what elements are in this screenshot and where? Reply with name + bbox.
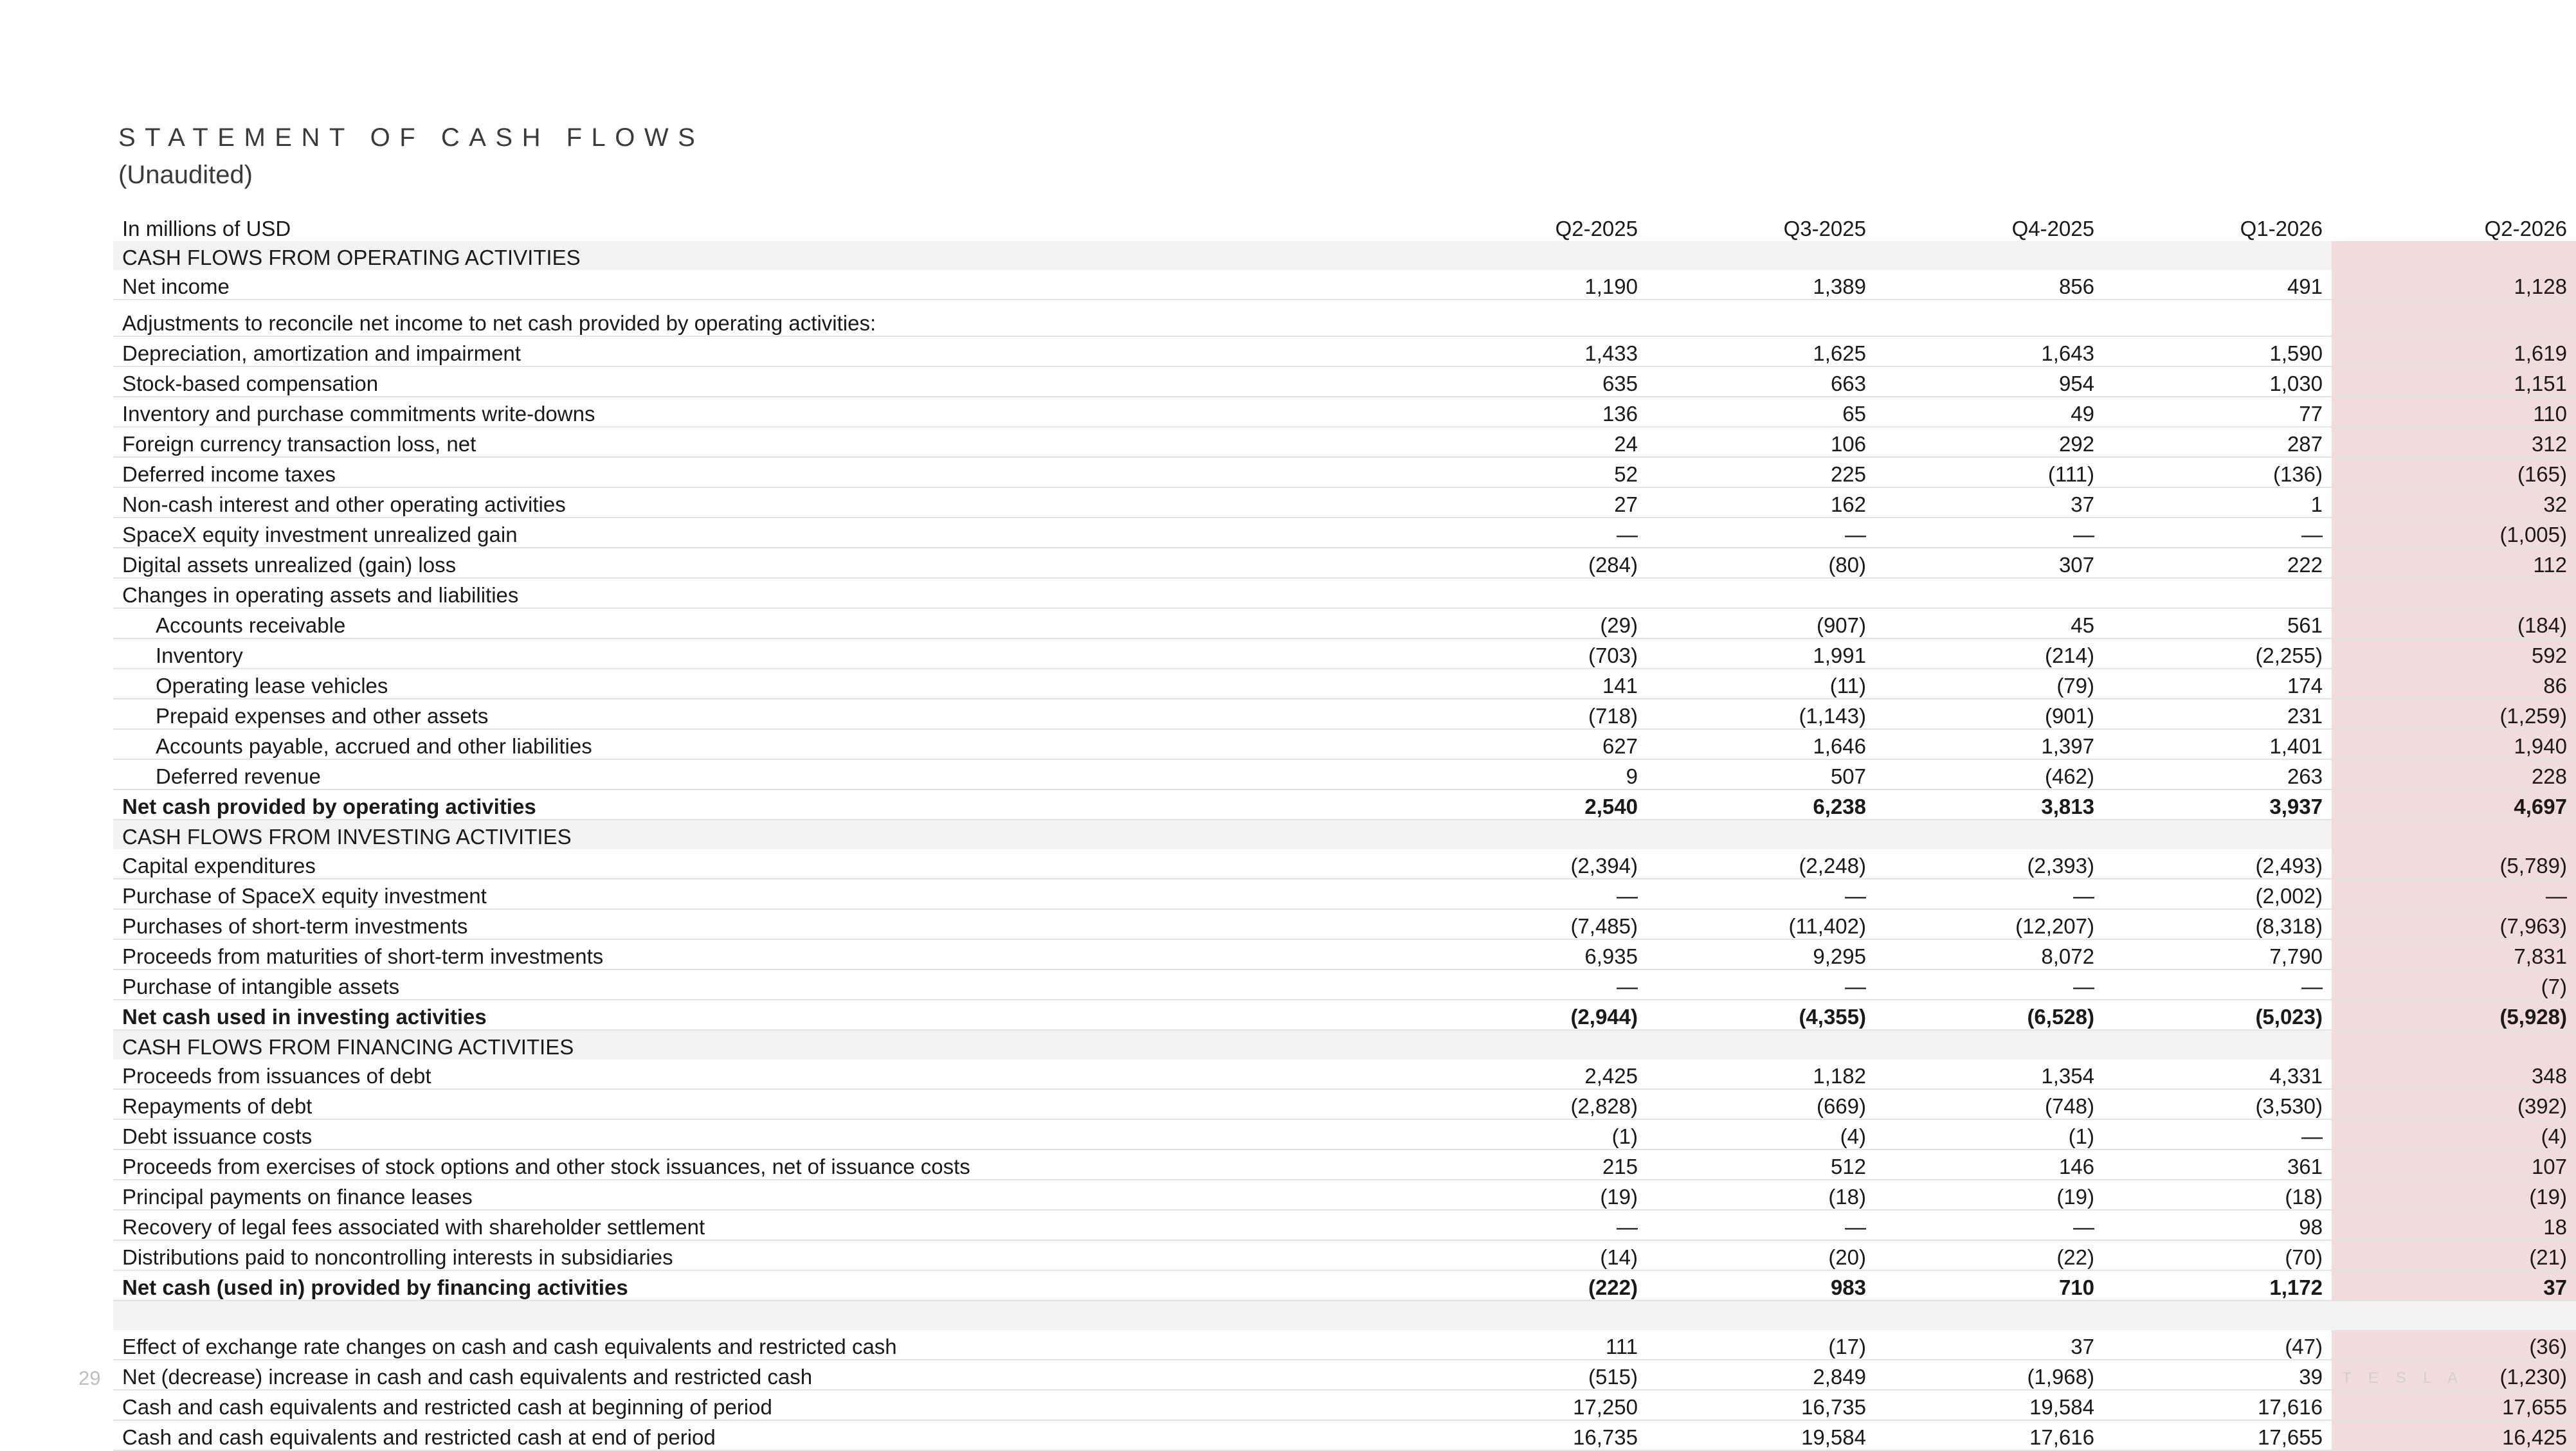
row-value-q4-2025: 17,616 <box>1875 1420 2103 1450</box>
row-value-q3-2025: 1,389 <box>1647 270 1875 300</box>
row-value-q3-2025: (2,248) <box>1647 849 1875 879</box>
row-value-q2-2026: (184) <box>2332 608 2576 638</box>
row-value-q2-2026: 592 <box>2332 638 2576 669</box>
table-row <box>113 669 2576 699</box>
row-label: Purchase of intangible assets <box>113 969 1419 1000</box>
row-value-q1-2026: (136) <box>2103 457 2332 487</box>
table-row <box>113 849 2576 879</box>
row-value-q3-2025: 225 <box>1647 457 1875 487</box>
row-value-q2-2025: 17,250 <box>1419 1390 1647 1420</box>
row-value-q4-2025: (111) <box>1875 457 2103 487</box>
table-row <box>113 1089 2576 1119</box>
row-value-q2-2026: 228 <box>2332 759 2576 789</box>
row-value-q3-2025: (17) <box>1647 1330 1875 1360</box>
row-value-q2-2025: 9 <box>1419 759 1647 789</box>
row-value-q1-2026: 263 <box>2103 759 2332 789</box>
row-value-q2-2026: 110 <box>2332 397 2576 427</box>
row-value-q2-2025: 24 <box>1419 427 1647 457</box>
row-value-q4-2025: (12,207) <box>1875 909 2103 939</box>
row-value-q3-2025: 1,991 <box>1647 638 1875 669</box>
row-label: Recovery of legal fees associated with shareholder settlement <box>113 1210 1419 1240</box>
row-value-q2-2025: (29) <box>1419 608 1647 638</box>
row-value-q3-2025 <box>1647 1301 1875 1330</box>
row-value-q3-2025: — <box>1647 518 1875 548</box>
row-value-q2-2026: (36) <box>2332 1330 2576 1360</box>
table-row <box>113 1240 2576 1270</box>
period-header: Q2-2025 <box>1555 217 1638 240</box>
row-label: Inventory <box>113 638 1419 669</box>
table-row <box>113 1149 2576 1180</box>
row-label <box>113 1301 1419 1330</box>
row-value-q2-2026: 1,940 <box>2332 729 2576 759</box>
row-value-q2-2025: 2,540 <box>1419 789 1647 820</box>
row-value-q1-2026: — <box>2103 518 2332 548</box>
row-value-q2-2026: 16,425 <box>2332 1420 2576 1450</box>
row-value-q4-2025: (1,968) <box>1875 1360 2103 1390</box>
table-row <box>113 518 2576 548</box>
row-value-q1-2026: 174 <box>2103 669 2332 699</box>
row-value-q4-2025: (6,528) <box>1875 1000 2103 1030</box>
row-value-q1-2026: (8,318) <box>2103 909 2332 939</box>
row-value-q2-2025 <box>1419 578 1647 608</box>
row-value-q3-2025: (4) <box>1647 1119 1875 1149</box>
row-value-q1-2026: 222 <box>2103 548 2332 578</box>
row-value-q4-2025 <box>1875 241 2103 270</box>
table-row <box>113 729 2576 759</box>
row-value-q2-2026: (1,005) <box>2332 518 2576 548</box>
row-value-q3-2025 <box>1647 1030 1875 1059</box>
row-value-q2-2025: (2,394) <box>1419 849 1647 879</box>
row-value-q2-2025: 27 <box>1419 487 1647 518</box>
table-row <box>113 939 2576 969</box>
row-value-q2-2026: (165) <box>2332 457 2576 487</box>
row-value-q1-2026: 361 <box>2103 1149 2332 1180</box>
row-label: Non-cash interest and other operating activities <box>113 487 1419 518</box>
row-value-q2-2025: (19) <box>1419 1180 1647 1210</box>
page-number: 29 <box>78 1367 101 1389</box>
row-value-q1-2026: 17,616 <box>2103 1390 2332 1420</box>
row-value-q3-2025: (18) <box>1647 1180 1875 1210</box>
row-value-q4-2025: (1) <box>1875 1119 2103 1149</box>
row-value-q1-2026: (3,530) <box>2103 1089 2332 1119</box>
row-value-q2-2026: (1,230) <box>2332 1360 2576 1390</box>
row-value-q4-2025 <box>1875 1030 2103 1059</box>
table-body <box>113 241 2576 1450</box>
row-value-q2-2025: (515) <box>1419 1360 1647 1390</box>
row-value-q3-2025: (20) <box>1647 1240 1875 1270</box>
row-value-q2-2026: 112 <box>2332 548 2576 578</box>
row-value-q2-2025: 2,425 <box>1419 1059 1647 1089</box>
row-value-q4-2025 <box>1875 1301 2103 1330</box>
row-value-q3-2025: 2,849 <box>1647 1360 1875 1390</box>
row-value-q3-2025: 65 <box>1647 397 1875 427</box>
row-value-q2-2025: — <box>1419 1210 1647 1240</box>
row-value-q4-2025: 19,584 <box>1875 1390 2103 1420</box>
row-value-q2-2025 <box>1419 820 1647 849</box>
row-value-q1-2026 <box>2103 241 2332 270</box>
row-value-q1-2026: (2,493) <box>2103 849 2332 879</box>
row-value-q2-2025: 16,735 <box>1419 1420 1647 1450</box>
row-value-q1-2026: 77 <box>2103 397 2332 427</box>
row-value-q4-2025: 292 <box>1875 427 2103 457</box>
row-value-q2-2025: 1,190 <box>1419 270 1647 300</box>
page-subtitle: (Unaudited) <box>118 161 253 189</box>
row-value-q2-2026: 37 <box>2332 1270 2576 1301</box>
row-value-q4-2025: (214) <box>1875 638 2103 669</box>
row-value-q3-2025: — <box>1647 879 1875 909</box>
row-value-q3-2025: 512 <box>1647 1149 1875 1180</box>
header-row <box>113 212 2576 241</box>
row-value-q4-2025: 954 <box>1875 366 2103 397</box>
row-value-q3-2025: 16,735 <box>1647 1390 1875 1420</box>
row-value-q2-2025: — <box>1419 518 1647 548</box>
row-value-q3-2025: (1,143) <box>1647 699 1875 729</box>
row-value-q4-2025: (19) <box>1875 1180 2103 1210</box>
row-value-q2-2026: (5,789) <box>2332 849 2576 879</box>
row-value-q2-2026: 348 <box>2332 1059 2576 1089</box>
row-label: Net cash used in investing activities <box>113 1000 1419 1030</box>
row-label: Digital assets unrealized (gain) loss <box>113 548 1419 578</box>
row-value-q4-2025 <box>1875 820 2103 849</box>
row-value-q2-2026: 1,151 <box>2332 366 2576 397</box>
row-value-q1-2026: 1,401 <box>2103 729 2332 759</box>
table-row <box>113 457 2576 487</box>
row-value-q4-2025: 1,397 <box>1875 729 2103 759</box>
row-value-q2-2025 <box>1419 1030 1647 1059</box>
row-value-q1-2026: — <box>2103 1119 2332 1149</box>
row-value-q2-2025: — <box>1419 969 1647 1000</box>
table-row <box>113 969 2576 1000</box>
table-row <box>113 909 2576 939</box>
row-value-q4-2025: 8,072 <box>1875 939 2103 969</box>
row-value-q1-2026: 98 <box>2103 1210 2332 1240</box>
row-value-q3-2025 <box>1647 578 1875 608</box>
row-value-q2-2025: 1,433 <box>1419 336 1647 366</box>
row-value-q1-2026: 231 <box>2103 699 2332 729</box>
row-value-q2-2026 <box>2332 578 2576 608</box>
row-label: Accounts receivable <box>113 608 1419 638</box>
row-label: CASH FLOWS FROM OPERATING ACTIVITIES <box>113 241 1419 270</box>
section-header-row <box>113 820 2576 849</box>
row-value-q1-2026 <box>2103 578 2332 608</box>
table-row <box>113 366 2576 397</box>
row-label: Effect of exchange rate changes on cash and cash equivalents and restricted cash <box>113 1330 1419 1360</box>
row-value-q1-2026: 287 <box>2103 427 2332 457</box>
row-value-q4-2025: (2,393) <box>1875 849 2103 879</box>
table-row <box>113 1420 2576 1450</box>
row-label: CASH FLOWS FROM INVESTING ACTIVITIES <box>113 820 1419 849</box>
table-row <box>113 1119 2576 1149</box>
table-row <box>113 638 2576 669</box>
row-value-q3-2025: 19,584 <box>1647 1420 1875 1450</box>
table-row <box>113 759 2576 789</box>
row-label: Principal payments on finance leases <box>113 1180 1419 1210</box>
row-label: Purchase of SpaceX equity investment <box>113 879 1419 909</box>
row-value-q2-2026: (21) <box>2332 1240 2576 1270</box>
row-label: Deferred revenue <box>113 759 1419 789</box>
row-value-q1-2026: (5,023) <box>2103 1000 2332 1030</box>
row-label: Operating lease vehicles <box>113 669 1419 699</box>
row-value-q2-2026: (5,928) <box>2332 1000 2576 1030</box>
row-value-q3-2025 <box>1647 300 1875 336</box>
row-value-q1-2026: 1,030 <box>2103 366 2332 397</box>
row-value-q2-2026: 312 <box>2332 427 2576 457</box>
row-value-q2-2025: (14) <box>1419 1240 1647 1270</box>
row-value-q4-2025: (462) <box>1875 759 2103 789</box>
row-value-q2-2025: 52 <box>1419 457 1647 487</box>
section-header-row <box>113 1030 2576 1059</box>
row-value-q1-2026 <box>2103 820 2332 849</box>
row-label: Net cash provided by operating activities <box>113 789 1419 820</box>
row-label: Repayments of debt <box>113 1089 1419 1119</box>
row-value-q2-2026 <box>2332 1301 2576 1330</box>
page-title: STATEMENT OF CASH FLOWS <box>118 123 705 152</box>
row-value-q2-2025: 136 <box>1419 397 1647 427</box>
row-value-q2-2026: — <box>2332 879 2576 909</box>
row-value-q2-2026: (392) <box>2332 1089 2576 1119</box>
row-label: Distributions paid to noncontrolling interests in subsidiaries <box>113 1240 1419 1270</box>
row-value-q3-2025: 1,182 <box>1647 1059 1875 1089</box>
row-value-q4-2025: (748) <box>1875 1089 2103 1119</box>
row-value-q1-2026: (2,002) <box>2103 879 2332 909</box>
row-value-q2-2026: 17,655 <box>2332 1390 2576 1420</box>
row-value-q3-2025: (4,355) <box>1647 1000 1875 1030</box>
row-value-q4-2025: — <box>1875 969 2103 1000</box>
table-header <box>113 212 2576 241</box>
row-value-q2-2026: 32 <box>2332 487 2576 518</box>
row-value-q1-2026: 1 <box>2103 487 2332 518</box>
row-value-q2-2025 <box>1419 300 1647 336</box>
table-row <box>113 1059 2576 1089</box>
row-label: Cash and cash equivalents and restricted cash at end of period <box>113 1420 1419 1450</box>
row-value-q3-2025: 983 <box>1647 1270 1875 1301</box>
row-value-q2-2025: 635 <box>1419 366 1647 397</box>
table-row <box>113 300 2576 336</box>
row-value-q2-2025: (284) <box>1419 548 1647 578</box>
table-row <box>113 548 2576 578</box>
row-value-q1-2026: (47) <box>2103 1330 2332 1360</box>
row-label: Inventory and purchase commitments write-downs <box>113 397 1419 427</box>
row-value-q2-2026: (7) <box>2332 969 2576 1000</box>
row-label: Purchases of short-term investments <box>113 909 1419 939</box>
row-value-q4-2025: 37 <box>1875 1330 2103 1360</box>
row-value-q3-2025: — <box>1647 1210 1875 1240</box>
row-value-q2-2025: (718) <box>1419 699 1647 729</box>
row-label: Foreign currency transaction loss, net <box>113 427 1419 457</box>
table-row <box>113 1270 2576 1301</box>
row-value-q3-2025: 663 <box>1647 366 1875 397</box>
row-value-q1-2026 <box>2103 1030 2332 1059</box>
row-label: Changes in operating assets and liabilities <box>113 578 1419 608</box>
row-value-q1-2026 <box>2103 1301 2332 1330</box>
row-value-q4-2025: — <box>1875 1210 2103 1240</box>
row-label: Proceeds from exercises of stock options and other stock issuances, net of issuance costs <box>113 1149 1419 1180</box>
row-label: Proceeds from maturities of short-term investments <box>113 939 1419 969</box>
row-label: Adjustments to reconcile net income to net cash provided by operating activities: <box>113 300 1419 336</box>
row-value-q3-2025: (80) <box>1647 548 1875 578</box>
row-value-q2-2026 <box>2332 820 2576 849</box>
row-label: Cash and cash equivalents and restricted cash at beginning of period <box>113 1390 1419 1420</box>
row-label: Stock-based compensation <box>113 366 1419 397</box>
row-value-q3-2025: (669) <box>1647 1089 1875 1119</box>
row-value-q1-2026: (2,255) <box>2103 638 2332 669</box>
period-header: Q4-2025 <box>2011 217 2094 240</box>
row-value-q3-2025: — <box>1647 969 1875 1000</box>
table-row <box>113 699 2576 729</box>
row-value-q2-2025: (2,828) <box>1419 1089 1647 1119</box>
row-value-q2-2026: 4,697 <box>2332 789 2576 820</box>
row-value-q4-2025: — <box>1875 518 2103 548</box>
row-value-q2-2025: 6,935 <box>1419 939 1647 969</box>
row-value-q4-2025: — <box>1875 879 2103 909</box>
row-value-q4-2025: 37 <box>1875 487 2103 518</box>
row-value-q4-2025: 45 <box>1875 608 2103 638</box>
row-value-q2-2026 <box>2332 241 2576 270</box>
row-value-q3-2025: 1,646 <box>1647 729 1875 759</box>
row-value-q3-2025: (11,402) <box>1647 909 1875 939</box>
table-row <box>113 1210 2576 1240</box>
row-label: Prepaid expenses and other assets <box>113 699 1419 729</box>
row-value-q3-2025 <box>1647 241 1875 270</box>
row-value-q1-2026: 4,331 <box>2103 1059 2332 1089</box>
row-value-q4-2025: 307 <box>1875 548 2103 578</box>
row-label: SpaceX equity investment unrealized gain <box>113 518 1419 548</box>
row-value-q4-2025: (901) <box>1875 699 2103 729</box>
row-value-q1-2026: 561 <box>2103 608 2332 638</box>
row-value-q2-2026: 1,619 <box>2332 336 2576 366</box>
table-row <box>113 270 2576 300</box>
row-value-q3-2025: 162 <box>1647 487 1875 518</box>
period-header: Q3-2025 <box>1783 217 1866 240</box>
row-value-q1-2026: 1,590 <box>2103 336 2332 366</box>
row-value-q2-2026: 7,831 <box>2332 939 2576 969</box>
row-value-q1-2026: 17,655 <box>2103 1420 2332 1450</box>
row-value-q2-2026: (19) <box>2332 1180 2576 1210</box>
period-header: Q2-2026 <box>2484 217 2567 240</box>
row-label: Net income <box>113 270 1419 300</box>
row-value-q2-2025: (1) <box>1419 1119 1647 1149</box>
row-value-q1-2026: 3,937 <box>2103 789 2332 820</box>
row-value-q1-2026: (18) <box>2103 1180 2332 1210</box>
row-value-q1-2026: 39 <box>2103 1360 2332 1390</box>
row-value-q2-2026: (4) <box>2332 1119 2576 1149</box>
row-value-q1-2026: 491 <box>2103 270 2332 300</box>
row-label: Accounts payable, accrued and other liabilities <box>113 729 1419 759</box>
row-value-q2-2026: (7,963) <box>2332 909 2576 939</box>
table-row <box>113 336 2576 366</box>
row-label: Debt issuance costs <box>113 1119 1419 1149</box>
row-value-q2-2025: (703) <box>1419 638 1647 669</box>
row-value-q2-2025: (7,485) <box>1419 909 1647 939</box>
table-row <box>113 578 2576 608</box>
row-value-q3-2025: 9,295 <box>1647 939 1875 969</box>
row-label: Depreciation, amortization and impairment <box>113 336 1419 366</box>
row-label: CASH FLOWS FROM FINANCING ACTIVITIES <box>113 1030 1419 1059</box>
table-row <box>113 427 2576 457</box>
row-value-q1-2026: 1,172 <box>2103 1270 2332 1301</box>
row-label: Capital expenditures <box>113 849 1419 879</box>
row-value-q2-2025: (2,944) <box>1419 1000 1647 1030</box>
row-value-q4-2025: 3,813 <box>1875 789 2103 820</box>
units-label: In millions of USD <box>122 217 291 240</box>
table-row <box>113 397 2576 427</box>
row-value-q1-2026: (70) <box>2103 1240 2332 1270</box>
table-row <box>113 487 2576 518</box>
section-header-row <box>113 241 2576 270</box>
row-value-q2-2025 <box>1419 1301 1647 1330</box>
row-value-q1-2026: 7,790 <box>2103 939 2332 969</box>
row-value-q2-2025: 627 <box>1419 729 1647 759</box>
row-value-q3-2025: (11) <box>1647 669 1875 699</box>
row-label: Net (decrease) increase in cash and cash equivalents and restricted cash <box>113 1360 1419 1390</box>
brand-logo: T E S L A <box>2342 1369 2465 1387</box>
cash-flow-table <box>113 212 2576 1451</box>
row-value-q1-2026: — <box>2103 969 2332 1000</box>
row-value-q2-2025: 141 <box>1419 669 1647 699</box>
table-row <box>113 1180 2576 1210</box>
row-value-q2-2026 <box>2332 1030 2576 1059</box>
row-value-q3-2025: 1,625 <box>1647 336 1875 366</box>
row-value-q3-2025: 507 <box>1647 759 1875 789</box>
row-value-q3-2025: 106 <box>1647 427 1875 457</box>
row-value-q2-2025: (222) <box>1419 1270 1647 1301</box>
row-label: Net cash (used in) provided by financing activities <box>113 1270 1419 1301</box>
row-value-q2-2025 <box>1419 241 1647 270</box>
row-value-q4-2025: 49 <box>1875 397 2103 427</box>
row-value-q2-2026: (1,259) <box>2332 699 2576 729</box>
spacer-row <box>113 1301 2576 1330</box>
row-value-q2-2026: 18 <box>2332 1210 2576 1240</box>
row-value-q3-2025 <box>1647 820 1875 849</box>
row-value-q3-2025: (907) <box>1647 608 1875 638</box>
row-value-q2-2026: 1,128 <box>2332 270 2576 300</box>
table-row <box>113 879 2576 909</box>
row-value-q4-2025: 710 <box>1875 1270 2103 1301</box>
table-row <box>113 1330 2576 1360</box>
row-value-q4-2025: 856 <box>1875 270 2103 300</box>
row-value-q2-2025: 215 <box>1419 1149 1647 1180</box>
row-value-q4-2025: 146 <box>1875 1149 2103 1180</box>
row-value-q4-2025: 1,643 <box>1875 336 2103 366</box>
row-value-q4-2025: (22) <box>1875 1240 2103 1270</box>
row-value-q2-2025: 111 <box>1419 1330 1647 1360</box>
table-row <box>113 1390 2576 1420</box>
row-value-q2-2025: — <box>1419 879 1647 909</box>
table-row <box>113 1000 2576 1030</box>
row-value-q4-2025 <box>1875 300 2103 336</box>
row-value-q2-2026: 86 <box>2332 669 2576 699</box>
table-row <box>113 1360 2576 1390</box>
table-row <box>113 789 2576 820</box>
row-label: Deferred income taxes <box>113 457 1419 487</box>
row-value-q2-2026: 107 <box>2332 1149 2576 1180</box>
row-value-q2-2026 <box>2332 300 2576 336</box>
row-value-q4-2025: 1,354 <box>1875 1059 2103 1089</box>
row-value-q4-2025: (79) <box>1875 669 2103 699</box>
row-value-q3-2025: 6,238 <box>1647 789 1875 820</box>
row-value-q1-2026 <box>2103 300 2332 336</box>
table-row <box>113 608 2576 638</box>
row-value-q4-2025 <box>1875 578 2103 608</box>
period-header: Q1-2026 <box>2240 217 2323 240</box>
row-label: Proceeds from issuances of debt <box>113 1059 1419 1089</box>
